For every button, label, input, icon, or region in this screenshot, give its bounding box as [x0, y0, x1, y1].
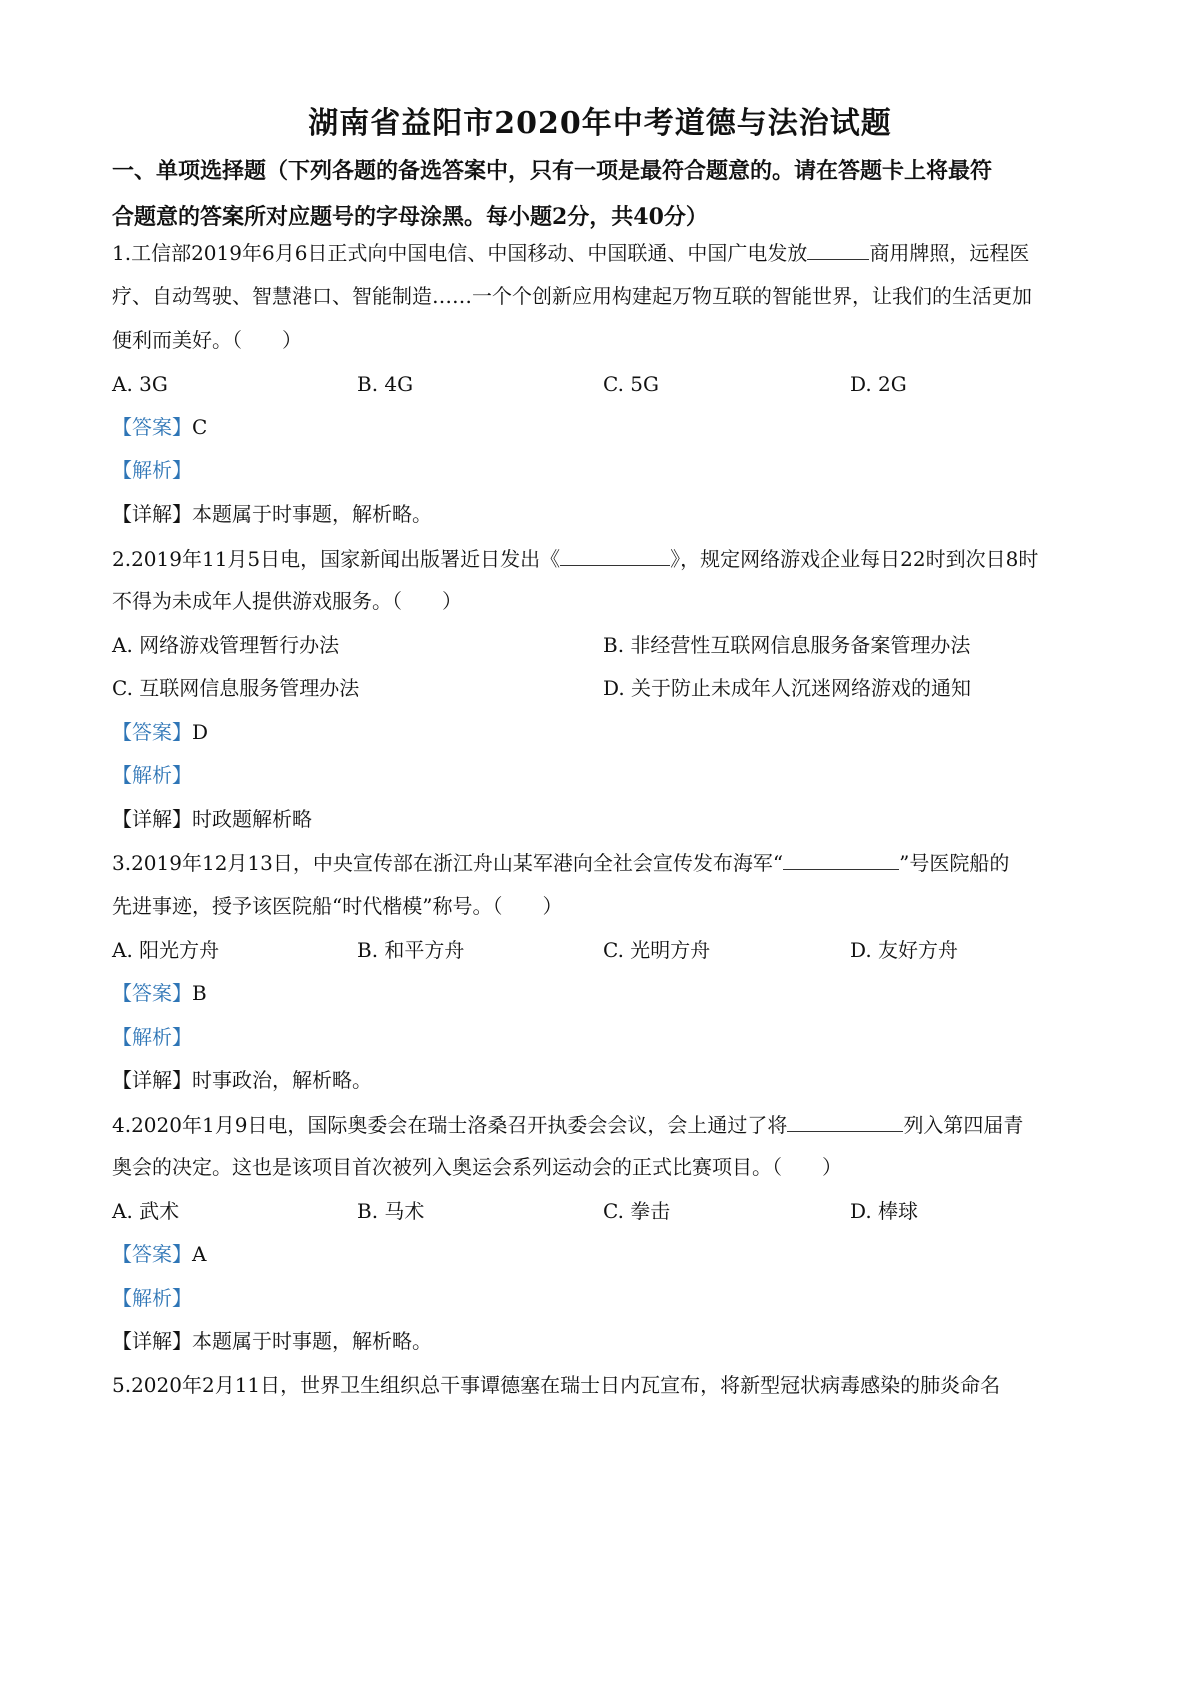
question-1-option-d: D. 2G — [850, 372, 907, 396]
section-heading-line2: 合题意的答案所对应题号的字母涂黑。每小题2分，共40分） — [112, 204, 708, 230]
question-2-option-d: D. 关于防止未成年人沉迷网络游戏的通知 — [603, 676, 972, 700]
question-4-line2: 奥会的决定。这也是该项目首次被列入奥运会系列运动会的正式比赛项目。（ ） — [112, 1155, 842, 1179]
question-2-analysis: 【解析】 — [112, 763, 192, 787]
question-2-line1: 2.2019年11月5日电，国家新闻出版署近日发出《 》，规定网络游戏企业每日22时到次日8时 — [112, 543, 1112, 574]
question-3-line1: 3.2019年12月13日，中央宣传部在浙江舟山某军港向全社会宣传发布海军“ ”号医院船的 — [112, 847, 1112, 878]
question-3-option-a: A. 阳光方舟 — [112, 938, 220, 962]
question-4-analysis: 【解析】 — [112, 1286, 192, 1310]
question-3-option-c: C. 光明方舟 — [603, 938, 711, 962]
question-2-answer: 【答案】D — [112, 720, 209, 744]
question-3-analysis: 【解析】 — [112, 1025, 192, 1049]
question-1-option-b: B. 4G — [357, 372, 414, 396]
question-3-detail: 【详解】时事政治，解析略。 — [112, 1068, 372, 1092]
question-1-detail: 【详解】本题属于时事题，解析略。 — [112, 502, 432, 526]
question-4-detail: 【详解】本题属于时事题，解析略。 — [112, 1329, 432, 1353]
answer-blank — [560, 543, 670, 566]
question-1-line3: 便利而美好。（ ） — [112, 328, 302, 352]
question-4-option-c: C. 拳击 — [603, 1199, 671, 1223]
question-2-option-a: A. 网络游戏管理暂行办法 — [112, 633, 340, 657]
question-2-detail: 【详解】时政题解析略 — [112, 807, 312, 831]
question-2-option-c: C. 互联网信息服务管理办法 — [112, 676, 360, 700]
question-4-answer: 【答案】A — [112, 1242, 207, 1266]
question-1-analysis: 【解析】 — [112, 458, 192, 482]
question-4-option-d: D. 棒球 — [850, 1199, 919, 1223]
answer-blank — [783, 847, 899, 870]
question-5-line1: 5.2020年2月11日，世界卫生组织总干事谭德塞在瑞士日内瓦宣布，将新型冠状病毒感染的肺炎命名 — [112, 1373, 1001, 1397]
question-4-option-b: B. 马术 — [357, 1199, 425, 1223]
page-title: 湖南省益阳市2020年中考道德与法治试题 — [308, 106, 892, 141]
question-3-option-b: B. 和平方舟 — [357, 938, 465, 962]
question-1-answer: 【答案】C — [112, 415, 208, 439]
question-4-line1: 4.2020年1月9日电，国际奥委会在瑞士洛桑召开执委会会议，会上通过了将 列入第四届青 — [112, 1109, 1112, 1140]
section-heading — [112, 148, 1102, 240]
question-3-option-d: D. 友好方舟 — [850, 938, 959, 962]
question-3-answer: 【答案】B — [112, 981, 207, 1005]
question-1-line2: 疗、自动驾驶、智慧港口、智能制造……一个个创新应用构建起万物互联的智能世界，让我们的生活更加 — [112, 284, 1032, 308]
question-3-line2: 先进事迹，授予该医院船“时代楷模”称号。（ ） — [112, 894, 563, 918]
section-heading-line1: 一、单项选择题（下列各题的备选答案中，只有一项是最符合题意的。请在答题卡上将最符 — [112, 158, 993, 184]
question-2-option-b: B. 非经营性互联网信息服务备案管理办法 — [603, 633, 971, 657]
question-1-option-c: C. 5G — [603, 372, 660, 396]
question-1-line1: 1.工信部2019年6月6日正式向中国电信、中国移动、中国联通、中国广电发放 商用牌照，远程医 — [112, 237, 1112, 268]
question-1-option-a: A. 3G — [112, 372, 168, 396]
question-4-option-a: A. 武术 — [112, 1199, 180, 1223]
question-2-line2: 不得为未成年人提供游戏服务。（ ） — [112, 589, 462, 613]
answer-blank — [787, 1109, 903, 1132]
answer-blank — [807, 237, 869, 260]
